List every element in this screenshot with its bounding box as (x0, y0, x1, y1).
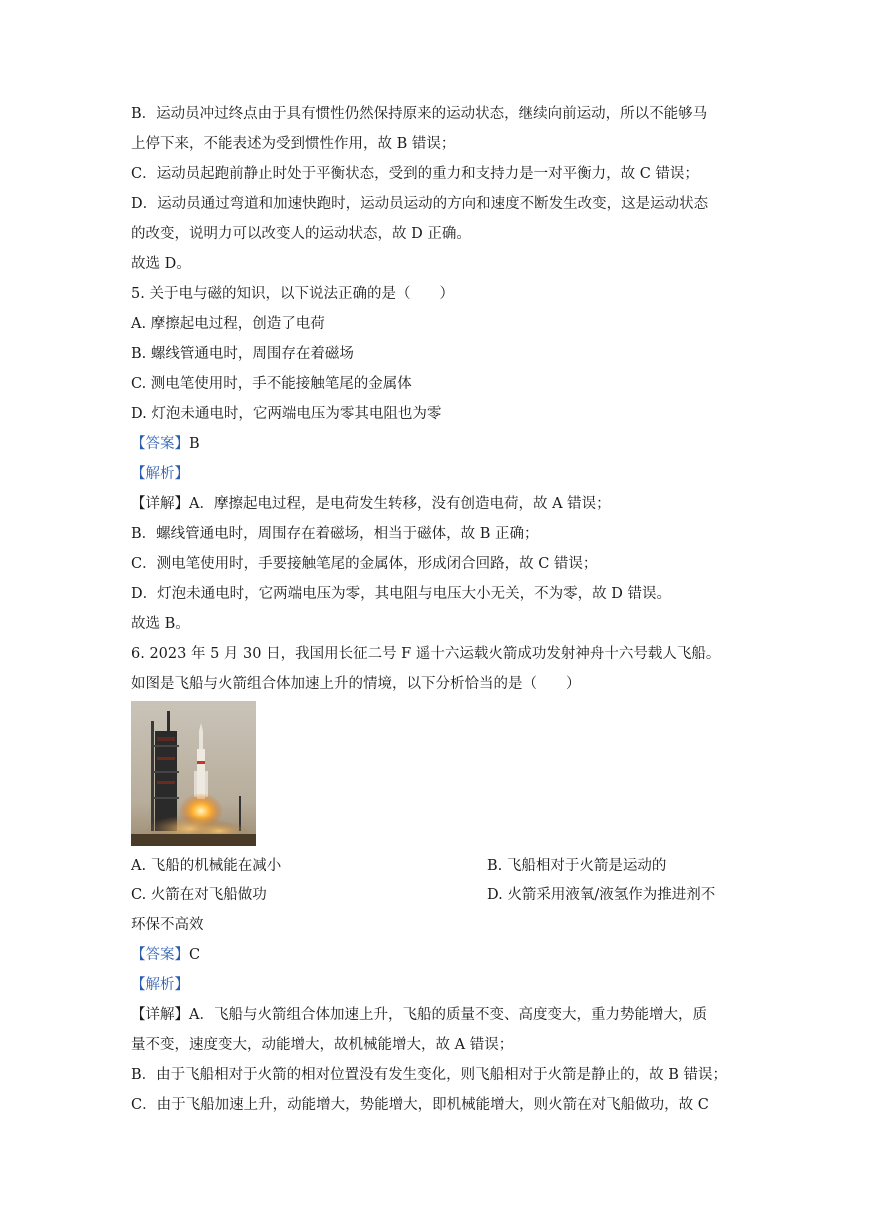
answer-value: B (189, 436, 200, 452)
q4-analysis-d-line2: 的改变，说明力可以改变人的运动状态，故 D 正确。 (131, 226, 471, 242)
q5-detail-a (131, 494, 611, 514)
answer-value: C (189, 947, 201, 963)
q5-answer (131, 434, 200, 454)
analysis-tag: 【解析】 (131, 466, 189, 482)
detail-tag: 【详解】 (131, 496, 189, 512)
detail-text: A．摩擦起电过程，是电荷发生转移，没有创造电荷，故 A 错误； (189, 496, 611, 512)
q6-option-d: D. 火箭采用液氧/液氢作为推进剂不 (487, 887, 716, 903)
q4-conclusion: 故选 D。 (131, 256, 191, 272)
q5-detail-c: C．测电笔使用时，手要接触笔尾的金属体，形成闭合回路，故 C 错误； (131, 556, 598, 572)
q6-detail-b: B．由于飞船相对于火箭的相对位置没有发生变化，则飞船相对于火箭是静止的，故 B 错误； (131, 1067, 728, 1083)
q6-detail-a-line2: 量不变，速度变大，动能增大，故机械能增大，故 A 错误； (131, 1037, 514, 1053)
q6-detail-c: C．由于飞船加速上升，动能增大，势能增大，即机械能增大，则火箭在对飞船做功，故 C (131, 1097, 709, 1113)
detail-tag: 【详解】 (131, 1007, 189, 1023)
q6-option-c: C. 火箭在对飞船做功 (131, 887, 267, 903)
q6-analysis-heading (131, 975, 189, 995)
answer-tag: 【答案】 (131, 947, 189, 963)
rocket-launch-photo (131, 701, 256, 846)
q5-option-c: C. 测电笔使用时，手不能接触笔尾的金属体 (131, 376, 412, 392)
q6-stem-line2: 如图是飞船与火箭组合体加速上升的情境，以下分析恰当的是（ ） (131, 676, 581, 692)
q5-stem: 5. 关于电与磁的知识，以下说法正确的是（ ） (131, 286, 454, 302)
q6-option-d-continued: 环保不高效 (131, 917, 204, 933)
q5-analysis-heading (131, 464, 189, 484)
q5-conclusion: 故选 B。 (131, 616, 190, 632)
q6-option-a: A. 飞船的机械能在减小 (131, 858, 282, 874)
answer-tag: 【答案】 (131, 436, 189, 452)
q5-option-b: B. 螺线管通电时，周围存在着磁场 (131, 346, 354, 362)
q6-option-b: B. 飞船相对于火箭是运动的 (487, 858, 667, 874)
q5-detail-b: B．螺线管通电时，周围存在着磁场，相当于磁体，故 B 正确； (131, 526, 539, 542)
analysis-tag: 【解析】 (131, 977, 189, 993)
q4-analysis-b-line2: 上停下来，不能表述为受到惯性作用，故 B 错误； (131, 136, 456, 152)
q5-detail-d: D．灯泡未通电时，它两端电压为零，其电阻与电压大小无关，不为零，故 D 错误。 (131, 586, 671, 602)
q4-analysis-d-line1: D．运动员通过弯道和加速快跑时，运动员运动的方向和速度不断发生改变，这是运动状态 (131, 196, 709, 212)
q5-option-a: A. 摩擦起电过程，创造了电荷 (131, 316, 325, 332)
q4-analysis-c: C．运动员起跑前静止时处于平衡状态，受到的重力和支持力是一对平衡力，故 C 错误； (131, 166, 699, 182)
detail-text: A．飞船与火箭组合体加速上升，飞船的质量不变、高度变大，重力势能增大，质 (189, 1007, 707, 1023)
q6-answer (131, 945, 200, 965)
q4-analysis-b-line1: B．运动员冲过终点由于具有惯性仍然保持原来的运动状态，继续向前运动，所以不能够马 (131, 106, 708, 122)
q5-option-d: D. 灯泡未通电时，它两端电压为零其电阻也为零 (131, 406, 442, 422)
q6-stem-line1: 6. 2023 年 5 月 30 日，我国用长征二号 F 遥十六运载火箭成功发射神舟十六号载人飞船。 (131, 646, 721, 662)
q6-detail-a-line1 (131, 1005, 707, 1025)
